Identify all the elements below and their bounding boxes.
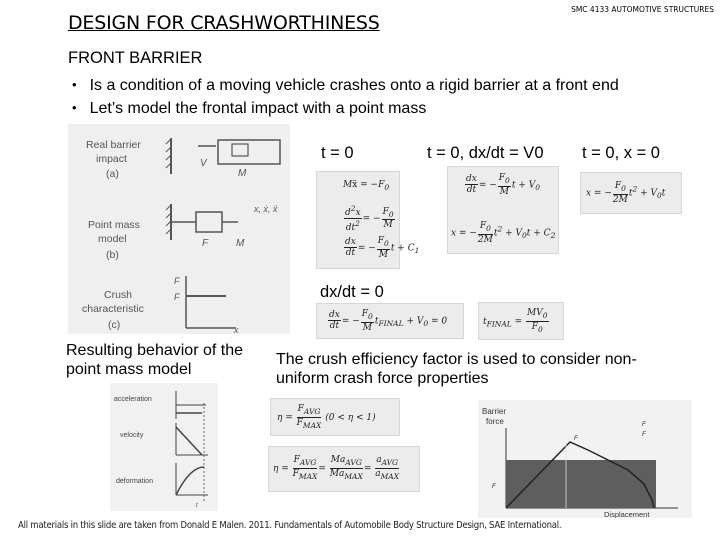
tfinal-label: t [196,503,198,509]
kinematics-label: x, ẋ, ẍ [254,204,278,214]
course-label: SMC 4133 AUTOMOTIVE STRUCTURES [571,5,714,14]
condition-label: dx/dt = 0 [320,283,384,301]
equation-box: η = $\frac{F_{AVG}}{F_{MAX}}$ (0 < η < 1) [270,398,400,436]
deformation-label: deformation [116,478,153,485]
model-label: Point mass [88,219,140,231]
crush-efficiency-text: The crush efficiency factor is used to consider non-uniform crash force properties [276,351,637,387]
equation-box: $t_{FINAL}$ = $\frac{MV_0}{F_0}$ [478,302,564,340]
equation-box: $\frac{dx}{dt}$ = − $\frac{F_0}{M}$ $t_{FINAL} + V_0 = 0$ [316,303,464,339]
equation-box: Mẍ = $-F_0$ $\frac{d^2x}{dt^2}$ = − $\frac{F_0}{M}$ $\frac{dx}{dt}$ = − $\frac{F_0}{M}$ $t + C_1$ [316,171,400,269]
bullet-item: • Is a condition of a moving vehicle crashes onto a rigid barrier at a front end [72,74,619,97]
equation-box: η = $\frac{F_{AVG}}{F_{MAX}}$ = $\frac{Ma_{AVG}}{Ma_{MAX}}$ = $\frac{a_{AVG}}{a_{MAX}}$ [268,446,420,492]
favg-label: F [642,422,646,428]
barrier-force-label: Barrier [482,407,507,416]
favg-label: F [492,484,496,490]
barrier-force-label: force [486,417,504,426]
bullet-list [72,74,619,120]
model-label: (b) [106,249,119,261]
equation-box: x = − $\frac{F_0}{2M}$ $t^2 + V_0t$ [580,172,682,214]
resulting-behavior-label: Resulting behavior of the point mass model [66,342,243,378]
model-label: (a) [106,168,119,180]
displacement-label: Displacement [604,510,650,518]
slide-title: DESIGN FOR CRASHWORTHINESS [68,12,380,34]
force-level-label: F [174,292,180,302]
model-label: characteristic [82,303,144,315]
condition-label: t = 0, x = 0 [582,144,660,162]
mass-label: M [236,238,245,249]
equation-box: $\frac{dx}{dt}$ = − $\frac{F_0}{M}$ $t + V_0$ x = − $\frac{F_0}{2M}$ $t^2 + V_0t + C_2$ [447,166,559,254]
fmax-label: F [574,436,578,442]
footer-citation: All materials in this slide are taken from Donald E Malen. 2011. Fundamentals of Automobile Body Structure Design, SAE International. [18,520,562,531]
velocity-label: velocity [120,432,144,439]
mass-label: M [238,168,247,179]
velocity-label: V [200,158,207,169]
model-label: (c) [108,319,121,331]
condition-label: t = 0, dx/dt = V0 [427,144,544,162]
force-label: F [202,238,209,249]
model-label: impact [96,153,127,165]
displacement-axis-label: x [234,325,239,334]
model-label: Crush [104,289,133,301]
model-label: model [98,233,127,245]
condition-label: t = 0 [321,144,354,162]
point-mass-model-figure [68,124,290,334]
fmax-label: F [642,432,646,438]
force-displacement-figure [478,400,692,518]
acceleration-label: acceleration [114,396,152,403]
bullet-item: • Let’s model the frontal impact with a point mass [72,97,619,120]
force-axis-label: F [174,276,180,286]
behavior-plots-figure [110,383,218,511]
section-heading: FRONT BARRIER [68,49,203,67]
model-label: Real barrier [86,139,141,151]
